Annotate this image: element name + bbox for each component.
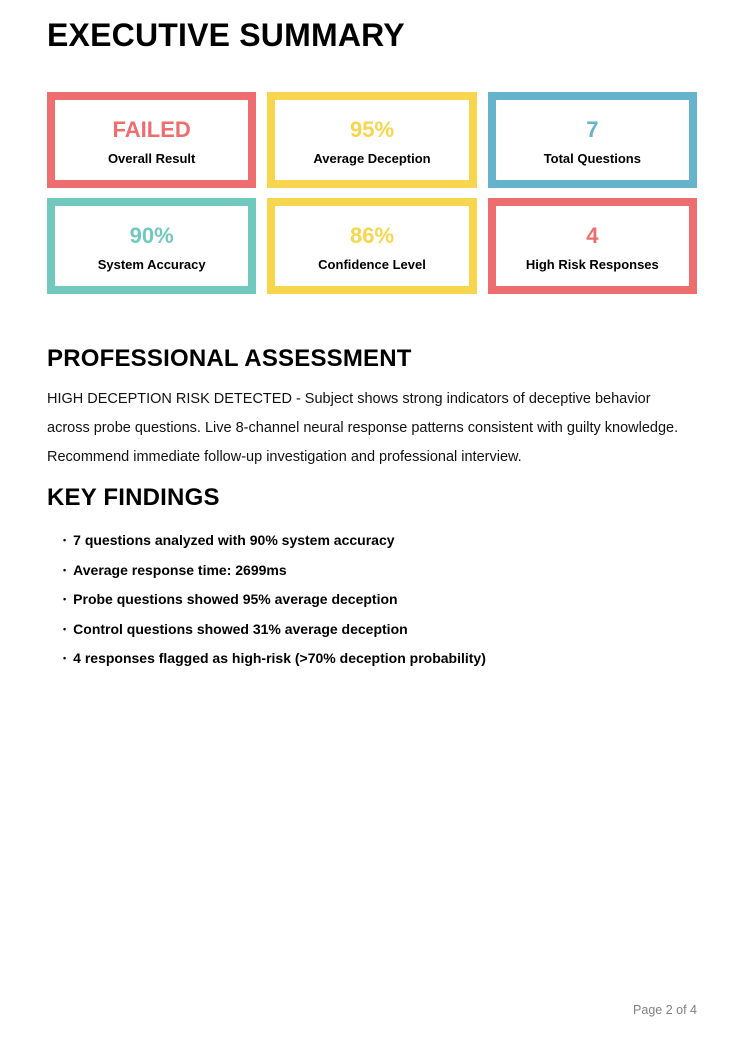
- page-title: EXECUTIVE SUMMARY: [47, 17, 405, 53]
- bullet-icon: •: [63, 653, 67, 664]
- stat-card-average-deception: [267, 92, 476, 188]
- finding-text: 4 responses flagged as high-risk (>70% deception probability): [73, 650, 486, 667]
- bullet-icon: •: [63, 594, 67, 605]
- stat-value: 90%: [129, 222, 174, 248]
- finding-text: Probe questions showed 95% average deception: [73, 591, 398, 608]
- finding-text: 7 questions analyzed with 90% system accuracy: [73, 532, 395, 548]
- stat-card-high-risk-responses: [488, 198, 697, 294]
- bullet-icon: •: [63, 623, 67, 634]
- stat-value: 7: [586, 116, 599, 142]
- assessment-heading: PROFESSIONAL ASSESSMENT: [47, 345, 412, 372]
- finding-item: [63, 615, 697, 645]
- stat-label: Average Deception: [313, 150, 431, 166]
- stat-value: 86%: [349, 222, 395, 248]
- stat-value: 4: [586, 222, 599, 248]
- stat-label: Total Questions: [543, 150, 641, 166]
- stat-card-system-accuracy: [47, 198, 256, 294]
- page-number: Page 2 of 4: [633, 1003, 697, 1017]
- stat-card-grid: [47, 92, 697, 294]
- bullet-icon: •: [63, 564, 67, 575]
- assessment-body: HIGH DECEPTION RISK DETECTED - Subject shows strong indicators of deceptive behavior across probe questions. Live 8-channel neural response patterns consistent with guilty knowledge. Recommend immediate follow-up investigation and professional interview.: [47, 391, 679, 465]
- stat-label: Confidence Level: [318, 256, 426, 272]
- stat-value: 95%: [349, 116, 395, 142]
- finding-text: Control questions showed 31% average deception: [73, 620, 408, 637]
- stat-value: FAILED: [112, 116, 191, 142]
- stat-card-total-questions: [488, 92, 697, 188]
- finding-item: [63, 556, 697, 586]
- stat-card-confidence-level: [267, 198, 476, 294]
- findings-heading: KEY FINDINGS: [47, 484, 220, 511]
- stat-label: Overall Result: [107, 150, 196, 166]
- stat-label: High Risk Responses: [525, 256, 659, 272]
- finding-text: Average response time: 2699ms: [73, 561, 287, 578]
- stat-label: System Accuracy: [97, 256, 206, 272]
- stat-card-overall-result: [47, 92, 256, 188]
- finding-item: [63, 526, 697, 556]
- bullet-icon: •: [63, 535, 67, 545]
- finding-item: [63, 644, 697, 674]
- findings-list: [47, 526, 697, 674]
- finding-item: [63, 585, 697, 615]
